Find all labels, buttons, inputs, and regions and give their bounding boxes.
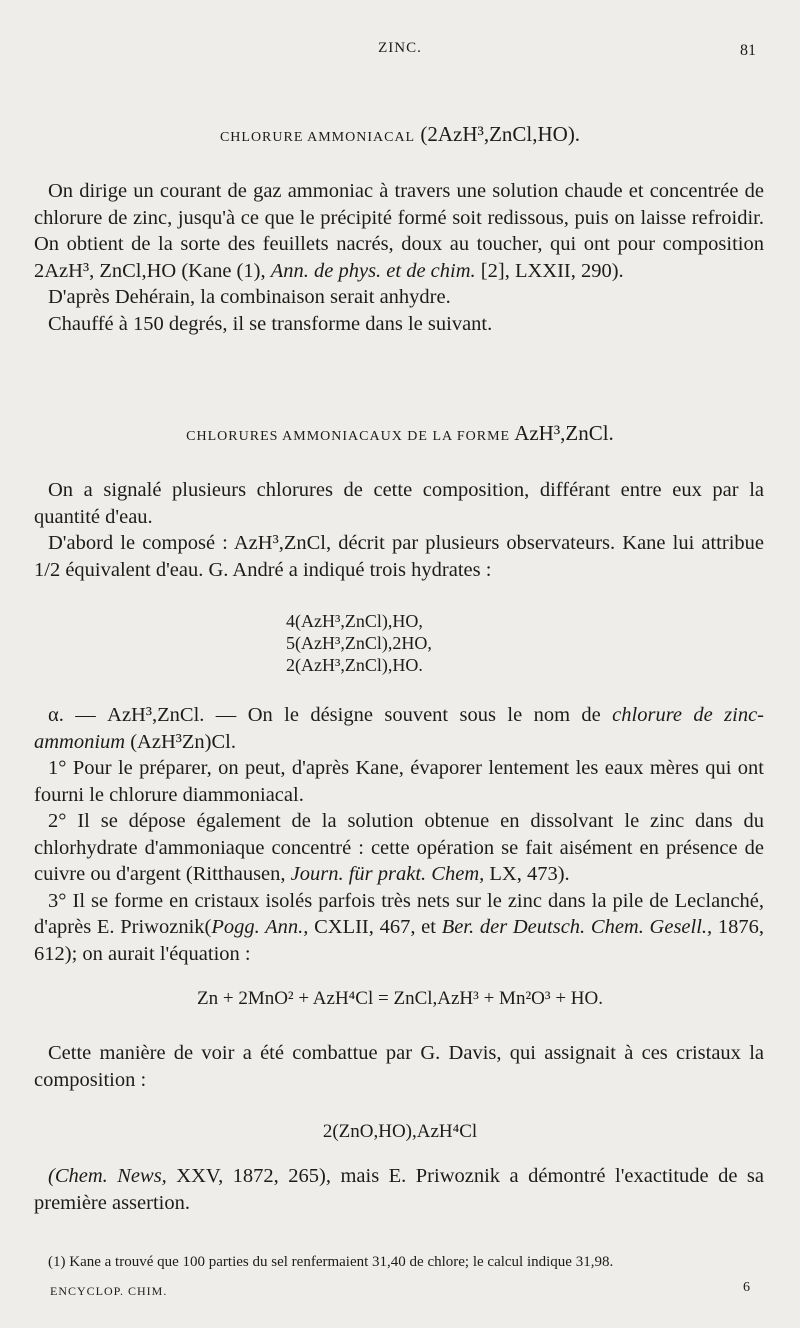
paragraph-text: On dirige un courant de gaz ammoniac à travers une solution chaude et concentrée de chlorure de zinc, jusqu'à ce que le précipité formé soit redissous, puis on laisse refroidir. On obtient de la sorte des feuillets nacrés, doux au toucher, qui ont pour composition 2AzH³, ZnCl,HO (Kane (1), (34, 180, 764, 282)
hydrate-formula: 2(AzH³,ZnCl),HO. (286, 655, 423, 675)
section-title-chlorure-ammoniacal (0, 122, 800, 147)
signature-number: 6 (743, 1280, 750, 1295)
davis-formula: 2(ZnO,HO),AzH⁴Cl (322, 1121, 478, 1142)
citation-italic: Pogg. Ann., (211, 916, 309, 938)
citation-italic: (Chem. News, (48, 1165, 167, 1187)
section2-body (34, 702, 764, 967)
hydrate-formula: 5(AzH³,ZnCl),2HO, (286, 633, 432, 653)
paragraph-text: LX, 473). (489, 863, 570, 885)
running-header: ZINC. (378, 40, 422, 56)
citation-italic: Ber. der Deutsch. Chem. Gesell., (441, 916, 713, 938)
term-italic: chlorure de zinc-ammonium (34, 704, 765, 753)
paragraph-text: 2° Il se dépose également de la solution obtenue en dissolvant le zinc dans du chlorhydrate d'ammoniaque concentré : cette opération se fait aisément en présence de cuivre ou d'argent (Ritthausen, (34, 810, 764, 885)
hydrate-formula: 4(AzH³,ZnCl),HO, (286, 611, 423, 631)
paragraph-alpha (34, 702, 764, 755)
paragraph-text: CXLII, 467, et (314, 916, 436, 938)
section-title-chlorures-ammoniacaux (0, 421, 800, 446)
page-number: 81 (740, 42, 756, 59)
footnote: (1) Kane a trouvé que 100 parties du sel renfermaient 31,40 de chlore; le calcul indique 31,98. (48, 1254, 614, 1270)
section-title-text: CHLORURE AMMONIACAL (219, 130, 416, 145)
paragraph (34, 178, 764, 284)
paragraph-text: α. — AzH³,ZnCl. — On le désigne souvent sous le nom de (48, 704, 601, 726)
paragraph-text: 1876, 612); on aurait l'équation : (34, 916, 765, 965)
paragraph-text: 3° Il se forme en cristaux isolés parfois très nets sur le zinc dans la pile de Leclanché, d'après E. Priwoznik( (34, 889, 764, 938)
section-title-formula: (2AzH³,ZnCl,HO). (420, 122, 581, 146)
equation: Zn + 2MnO² + AzH⁴Cl = ZnCl,AzH³ + Mn²O³ + HO. (197, 988, 603, 1009)
list-item (34, 808, 764, 888)
list-item (34, 888, 764, 968)
paragraph-text: XXV, 1872, 265), mais E. Priwoznik a démontré l'exactitude de sa première assertion. (34, 1165, 765, 1214)
hydrates-list (286, 610, 432, 676)
section1-body (34, 178, 764, 337)
davis-paragraph-block (34, 1040, 764, 1093)
paragraph-text: [2], LXXII, 290). (480, 259, 624, 282)
signature-mark: ENCYCLOP. CHIM. (50, 1284, 168, 1298)
paragraph: On a signalé plusieurs chlorures de cette composition, différant entre eux par la quantité d'eau. (34, 479, 764, 528)
paragraph: D'abord le composé : AzH³,ZnCl, décrit par plusieurs observateurs. Kane lui attribue 1/2 équivalent d'eau. G. André a indiqué trois hydrates : (34, 532, 764, 581)
list-item: 1° Pour le préparer, on peut, d'après Kane, évaporer lentement les eaux mères qui ont fourni le chlorure diammoniacal. (34, 757, 764, 806)
paragraph (34, 1163, 764, 1216)
section-title-formula: AzH³,ZnCl. (514, 421, 614, 445)
citation-italic: Journ. für prakt. Chem, (290, 863, 485, 885)
section-title-text: CHLORURES AMMONIACAUX DE LA FORME (186, 429, 511, 444)
section2-intro (34, 477, 764, 583)
paragraph-text: (AzH³Zn)Cl. (130, 730, 237, 753)
citation-italic: Ann. de phys. et de chim. (270, 259, 476, 282)
paragraph: D'après Dehérain, la combinaison serait anhydre. (48, 286, 451, 308)
paragraph: Chauffé à 150 degrés, il se transforme dans le suivant. (48, 312, 493, 335)
closing-paragraph-block (34, 1163, 764, 1216)
paragraph: Cette manière de voir a été combattue par G. Davis, qui assignait à ces cristaux la composition : (34, 1042, 764, 1091)
